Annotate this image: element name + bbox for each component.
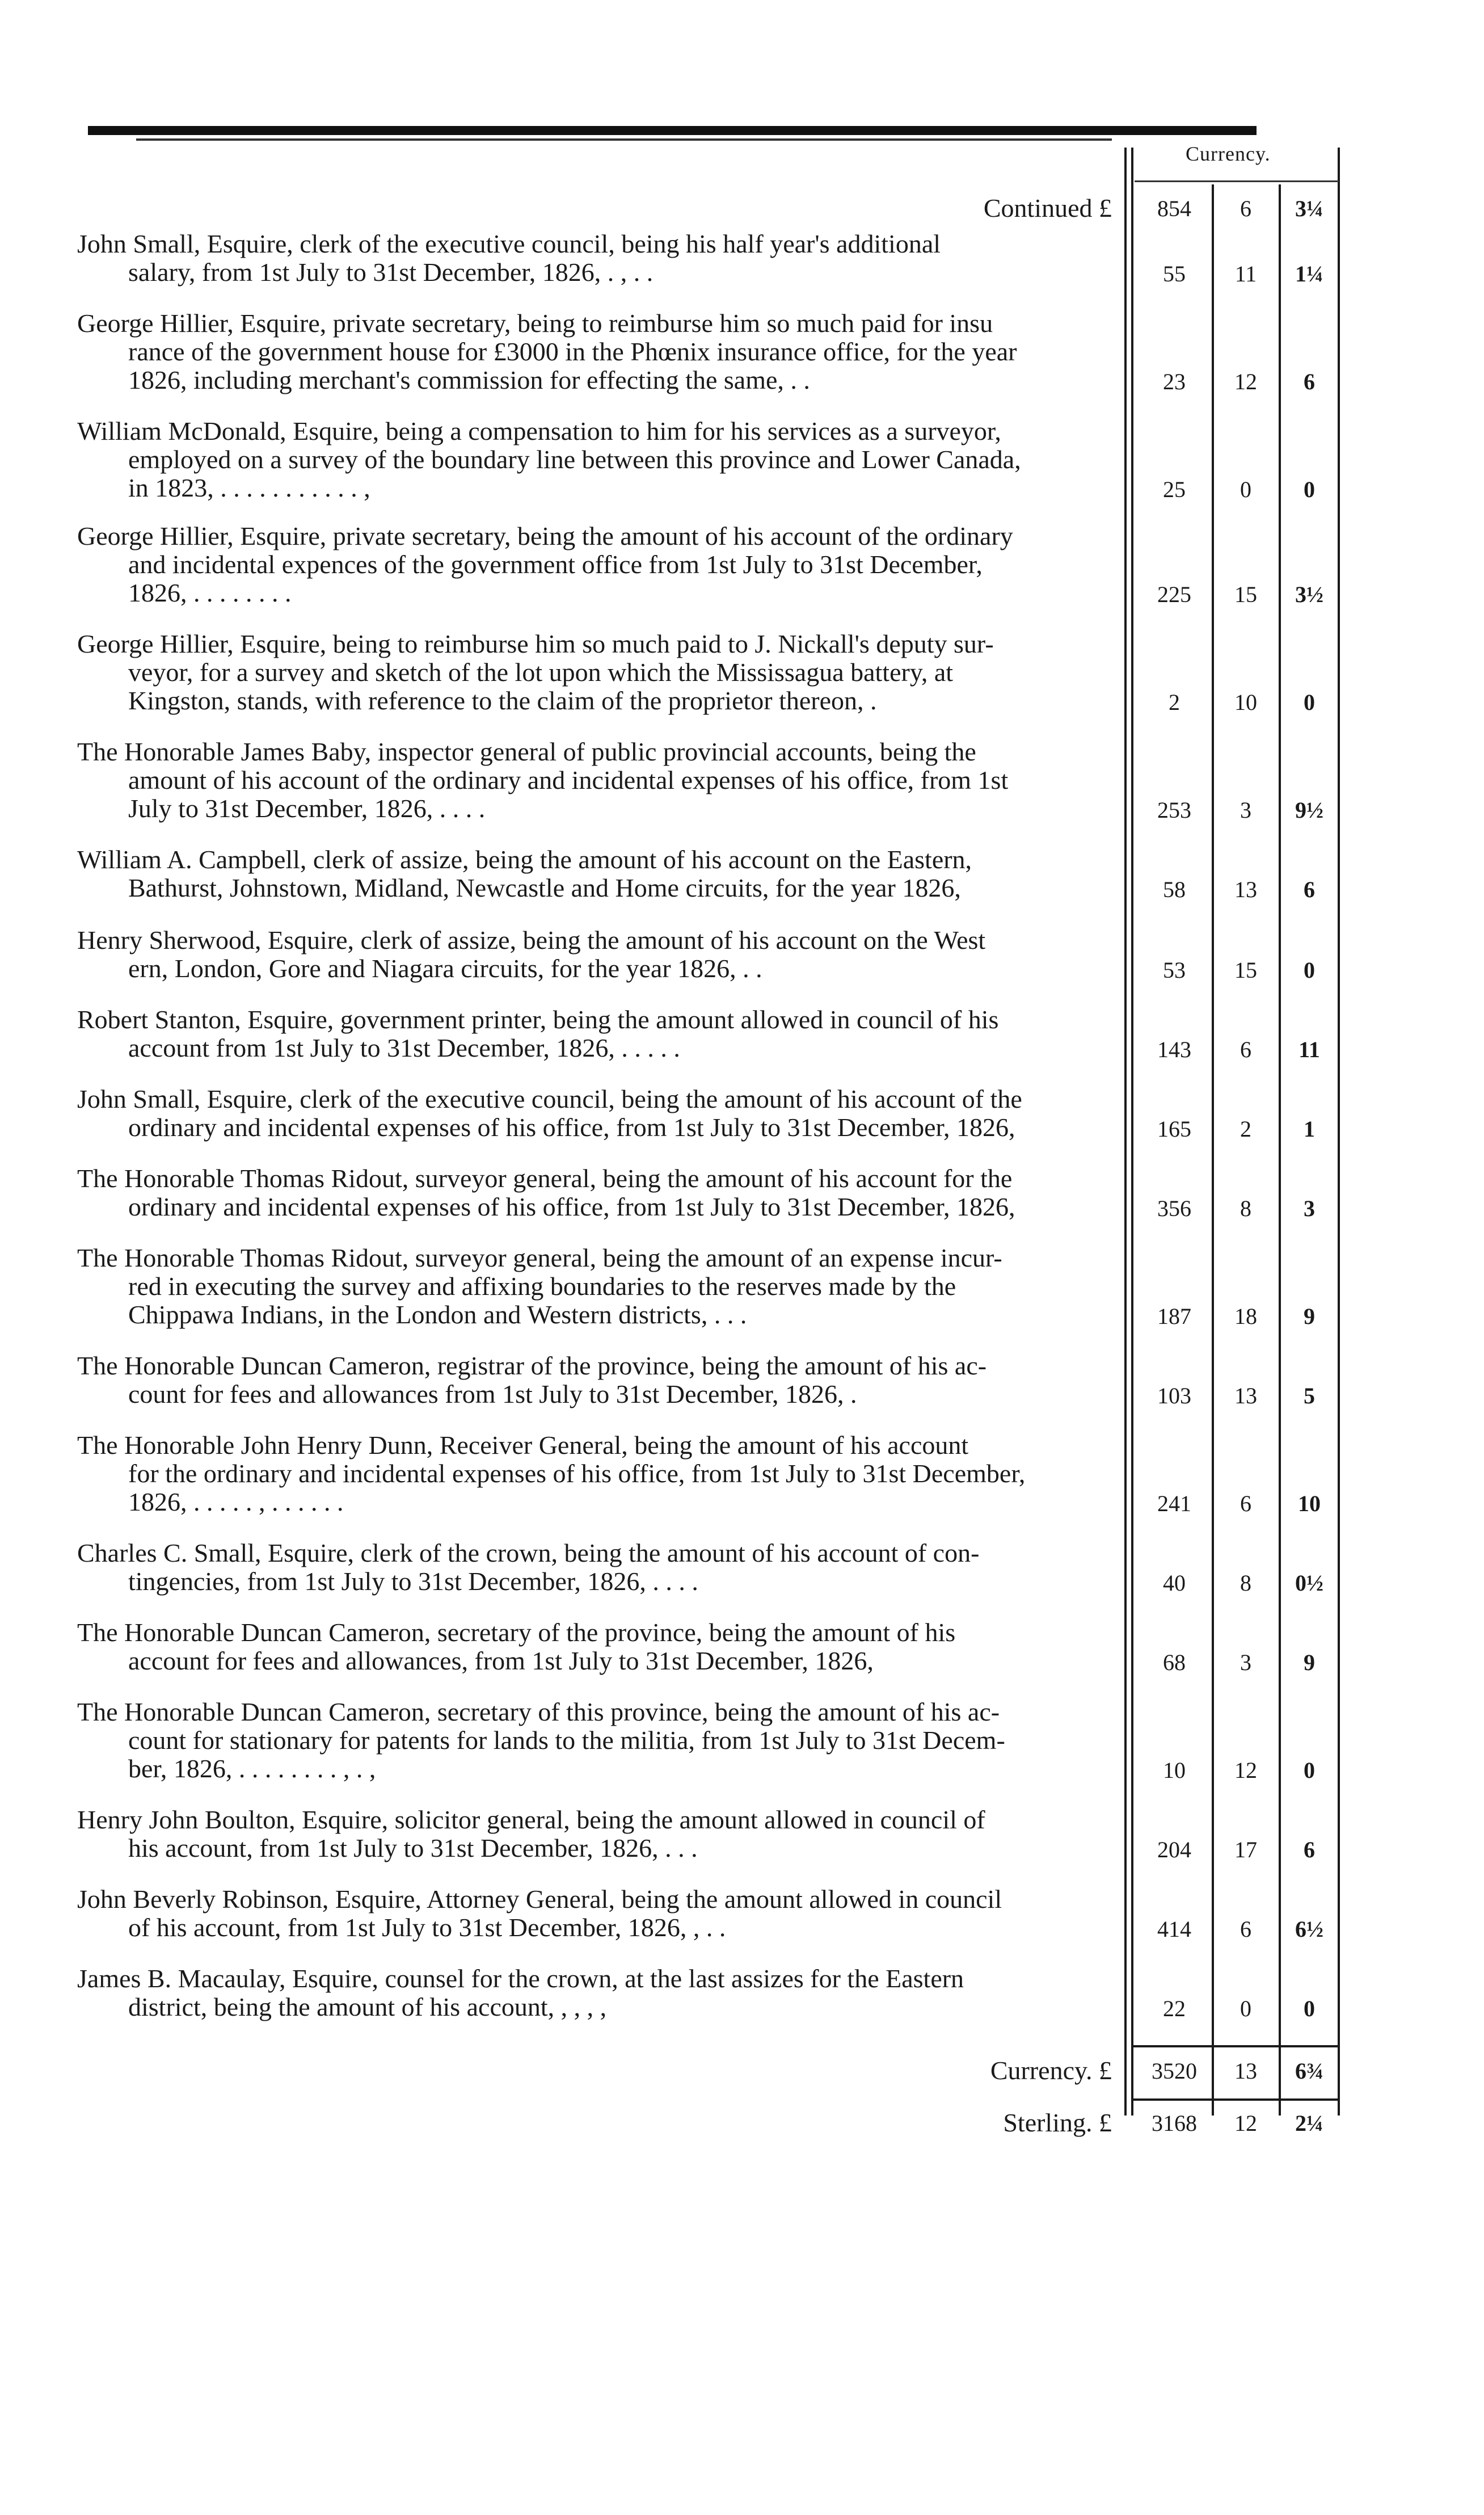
entry-text-line: George Hillier, Esquire, being to reimburse him so much paid to J. Nickall's deputy sur- <box>77 629 994 658</box>
amount-shillings: 6 <box>1240 1916 1251 1942</box>
currency-total-shillings: 13 <box>1234 2058 1257 2084</box>
entry-text-line: John Small, Esquire, clerk of the executive council, being his half year's additional <box>77 229 941 258</box>
amount-shillings: 12 <box>1234 1757 1257 1783</box>
column-rule <box>1212 184 1214 2116</box>
account-entry <box>77 1806 1115 1862</box>
account-entry <box>77 230 1115 287</box>
amount-shillings: 2 <box>1240 1116 1251 1142</box>
amount-shillings: 3 <box>1240 797 1251 823</box>
amount-pounds: 356 <box>1157 1196 1191 1221</box>
amount-pounds: 225 <box>1157 582 1191 607</box>
entry-text-line: red in executing the survey and affixing boundaries to the reserves made by the <box>128 1272 956 1301</box>
amount-shillings: 8 <box>1240 1570 1251 1596</box>
entry-text-line: William McDonald, Esquire, being a compensation to him for his services as a surveyor, <box>77 417 1001 445</box>
column-rule <box>1338 148 1340 2116</box>
entry-text-line: tingencies, from 1st July to 31st December, 1826, . . . . <box>128 1567 698 1596</box>
entry-text-line: amount of his account of the ordinary and incidental expenses of his office, from 1st <box>128 766 1009 794</box>
sum-rule <box>1133 2045 1339 2047</box>
entry-text-line: ber, 1826, . . . . . . . . , . , <box>128 1754 376 1783</box>
sterling-total-pence: 2¼ <box>1295 2110 1323 2136</box>
account-entry <box>77 926 1115 983</box>
carried-pence: 3¼ <box>1295 196 1323 221</box>
entry-text-line: account for fees and allowances, from 1st July to 31st December, 1826, <box>128 1646 874 1675</box>
amount-shillings: 3 <box>1240 1650 1251 1675</box>
amount-pounds: 25 <box>1163 477 1186 502</box>
account-entry <box>77 1698 1115 1783</box>
amount-pence: 10 <box>1298 1491 1321 1516</box>
account-entry <box>77 1244 1115 1329</box>
account-entry <box>77 522 1115 607</box>
account-entry <box>77 1618 1115 1675</box>
amount-pence: 9 <box>1304 1303 1315 1329</box>
account-entry <box>77 1431 1115 1516</box>
entry-text-line: count for stationary for patents for lands to the militia, from 1st July to 31st Decem- <box>128 1726 1005 1755</box>
amount-pounds: 68 <box>1163 1650 1186 1675</box>
entry-text-line: ordinary and incidental expenses of his office, from 1st July to 31st December, 1826, <box>128 1113 1015 1142</box>
amount-shillings: 6 <box>1240 1037 1251 1062</box>
entry-text-line: James B. Macaulay, Esquire, counsel for the crown, at the last assizes for the Eastern <box>77 1964 964 1993</box>
amount-shillings: 8 <box>1240 1196 1251 1221</box>
entry-text-line: George Hillier, Esquire, private secretary, being to reimburse him so much paid for insu <box>77 309 993 338</box>
amount-pence: 1 <box>1304 1116 1315 1142</box>
entry-text-line: district, being the amount of his account, , , , , <box>128 1992 607 2021</box>
account-entry <box>77 1006 1115 1062</box>
entry-text-line: rance of the government house for £3000 in the Phœnix insurance office, for the year <box>128 337 1017 366</box>
amount-pence: 9½ <box>1295 797 1323 823</box>
account-entry <box>77 1085 1115 1142</box>
entry-text-line: Henry Sherwood, Esquire, clerk of assize, being the amount of his account on the West <box>77 926 986 954</box>
sterling-total-label: Sterling. £ <box>1003 2108 1112 2137</box>
top-rule <box>88 126 1257 135</box>
entry-text-line: his account, from 1st July to 31st December, 1826, . . . <box>128 1833 698 1862</box>
entry-text-line: veyor, for a survey and sketch of the lot upon which the Mississagua battery, at <box>128 658 954 687</box>
amount-shillings: 6 <box>1240 1491 1251 1516</box>
amount-pounds: 53 <box>1163 957 1186 983</box>
amount-shillings: 0 <box>1240 477 1251 502</box>
entry-text-line: ern, London, Gore and Niagara circuits, for the year 1826, . . <box>128 954 762 983</box>
currency-total-label: Currency. £ <box>990 2056 1112 2085</box>
entry-text-line: The Honorable Duncan Cameron, registrar of the province, being the amount of his ac- <box>77 1351 987 1380</box>
amount-pence: 6½ <box>1295 1916 1323 1942</box>
account-entry <box>77 1352 1115 1408</box>
amount-pounds: 22 <box>1163 1996 1186 2021</box>
entry-text-line: 1826, including merchant's commission for effecting the same, . . <box>128 365 810 394</box>
entry-text-line: The Honorable John Henry Dunn, Receiver General, being the amount of his account <box>77 1431 969 1460</box>
amount-pence: 0 <box>1304 689 1315 715</box>
amount-shillings: 15 <box>1234 582 1257 607</box>
account-entry <box>77 1885 1115 1942</box>
amount-pence: 3½ <box>1295 582 1323 607</box>
account-entry <box>77 1164 1115 1221</box>
entry-text-line: The Honorable Duncan Cameron, secretary of the province, being the amount of his <box>77 1618 956 1647</box>
amount-pence: 6 <box>1304 1837 1315 1862</box>
carried-shillings: 6 <box>1240 196 1251 221</box>
entry-text-line: Chippawa Indians, in the London and Western districts, . . . <box>128 1300 747 1329</box>
amount-shillings: 11 <box>1234 261 1257 287</box>
amount-pounds: 23 <box>1163 369 1186 394</box>
sum-rule <box>1133 2098 1339 2101</box>
entry-text-line: in 1823, . . . . . . . . . . . , <box>128 473 370 502</box>
entry-text-line: The Honorable Duncan Cameron, secretary of this province, being the amount of his ac- <box>77 1697 1000 1726</box>
account-entry <box>77 738 1115 823</box>
amount-pounds: 143 <box>1157 1037 1191 1062</box>
account-entry <box>77 630 1115 715</box>
amount-shillings: 13 <box>1234 1383 1257 1408</box>
account-entry <box>77 417 1115 502</box>
sterling-total-shillings: 12 <box>1234 2110 1257 2136</box>
column-rule <box>1124 148 1127 2116</box>
top-rule-thin <box>136 138 1112 141</box>
amount-pence: 0 <box>1304 1757 1315 1783</box>
amount-pounds: 204 <box>1157 1837 1191 1862</box>
entry-text-line: account from 1st July to 31st December, 1826, . . . . . <box>128 1033 680 1062</box>
amount-pounds: 103 <box>1157 1383 1191 1408</box>
amount-shillings: 18 <box>1234 1303 1257 1329</box>
currency-total-pence: 6¾ <box>1295 2058 1323 2084</box>
amount-shillings: 0 <box>1240 1996 1251 2021</box>
amount-shillings: 13 <box>1234 877 1257 902</box>
entry-text-line: 1826, . . . . . , . . . . . . <box>128 1487 344 1516</box>
amount-pence: 6 <box>1304 877 1315 902</box>
entry-text-line: The Honorable Thomas Ridout, surveyor general, being the amount of an expense incur- <box>77 1243 1002 1272</box>
header-rule <box>1135 180 1339 182</box>
entry-text-line: William A. Campbell, clerk of assize, being the amount of his account on the Eastern, <box>77 845 972 874</box>
account-entry <box>77 846 1115 902</box>
currency-total-pounds: 3520 <box>1152 2058 1197 2084</box>
amount-shillings: 17 <box>1234 1837 1257 1862</box>
entry-text-line: ordinary and incidental expenses of his office, from 1st July to 31st December, 1826, <box>128 1192 1015 1221</box>
entry-text-line: employed on a survey of the boundary line between this province and Lower Canada, <box>128 445 1021 474</box>
entry-text-line: count for fees and allowances from 1st July to 31st December, 1826, . <box>128 1380 857 1408</box>
entry-text-line: Bathurst, Johnstown, Midland, Newcastle and Home circuits, for the year 1826, <box>128 873 961 902</box>
amount-pence: 5 <box>1304 1383 1315 1408</box>
amount-pounds: 187 <box>1157 1303 1191 1329</box>
entry-text-line: The Honorable Thomas Ridout, surveyor general, being the amount of his account for the <box>77 1164 1013 1193</box>
entry-text-line: and incidental expences of the government office from 1st July to 31st December, <box>128 550 983 579</box>
amount-pounds: 2 <box>1169 689 1180 715</box>
amount-pence: 0 <box>1304 1996 1315 2021</box>
entry-text-line: Kingston, stands, with reference to the claim of the proprietor thereon, . <box>128 686 877 715</box>
entry-text-line: for the ordinary and incidental expenses of his office, from 1st July to 31st December, <box>128 1459 1026 1488</box>
column-rule <box>1279 184 1281 2116</box>
entry-text-line: 1826, . . . . . . . . <box>128 578 292 607</box>
entry-text-line: salary, from 1st July to 31st December, 1826, . , . . <box>128 258 654 287</box>
amount-shillings: 15 <box>1234 957 1257 983</box>
amount-pence: 6 <box>1304 369 1315 394</box>
account-entry <box>77 1965 1115 2021</box>
amount-pounds: 58 <box>1163 877 1186 902</box>
entry-text-line: John Beverly Robinson, Esquire, Attorney General, being the amount allowed in council <box>77 1885 1002 1913</box>
amount-pence: 9 <box>1304 1650 1315 1675</box>
amount-pounds: 414 <box>1157 1916 1191 1942</box>
amount-shillings: 12 <box>1234 369 1257 394</box>
entry-text-line: The Honorable James Baby, inspector general of public provincial accounts, being the <box>77 737 976 766</box>
amount-pounds: 55 <box>1163 261 1186 287</box>
column-rule <box>1131 148 1133 2116</box>
currency-column-header: Currency. <box>1186 142 1271 165</box>
entry-text-line: Robert Stanton, Esquire, government printer, being the amount allowed in council of his <box>77 1005 999 1034</box>
entry-text-line: John Small, Esquire, clerk of the executive council, being the amount of his account of the <box>77 1084 1022 1113</box>
amount-pence: 0 <box>1304 957 1315 983</box>
amount-shillings: 10 <box>1234 689 1257 715</box>
entry-text-line: George Hillier, Esquire, private secretary, being the amount of his account of the ordinary <box>77 521 1013 550</box>
amount-pence: 11 <box>1298 1037 1320 1062</box>
entry-text-line: Henry John Boulton, Esquire, solicitor general, being the amount allowed in council of <box>77 1805 985 1834</box>
amount-pounds: 10 <box>1163 1757 1186 1783</box>
entry-text-line: Charles C. Small, Esquire, clerk of the crown, being the amount of his account of con- <box>77 1538 980 1567</box>
entry-text-line: July to 31st December, 1826, . . . . <box>128 794 486 823</box>
sterling-total-pounds: 3168 <box>1152 2110 1197 2136</box>
amount-pence: 1¼ <box>1295 261 1323 287</box>
continued-label: Continued £ <box>983 194 1112 222</box>
amount-pounds: 253 <box>1157 797 1191 823</box>
amount-pounds: 40 <box>1163 1570 1186 1596</box>
carried-pounds: 854 <box>1157 196 1191 221</box>
amount-pounds: 165 <box>1157 1116 1191 1142</box>
entry-text-line: of his account, from 1st July to 31st December, 1826, , . . <box>128 1913 726 1942</box>
amount-pence: 0 <box>1304 477 1315 502</box>
account-entry <box>77 309 1115 394</box>
amount-pence: 3 <box>1304 1196 1315 1221</box>
amount-pounds: 241 <box>1157 1491 1191 1516</box>
amount-pence: 0½ <box>1295 1570 1323 1596</box>
account-entry <box>77 1539 1115 1596</box>
